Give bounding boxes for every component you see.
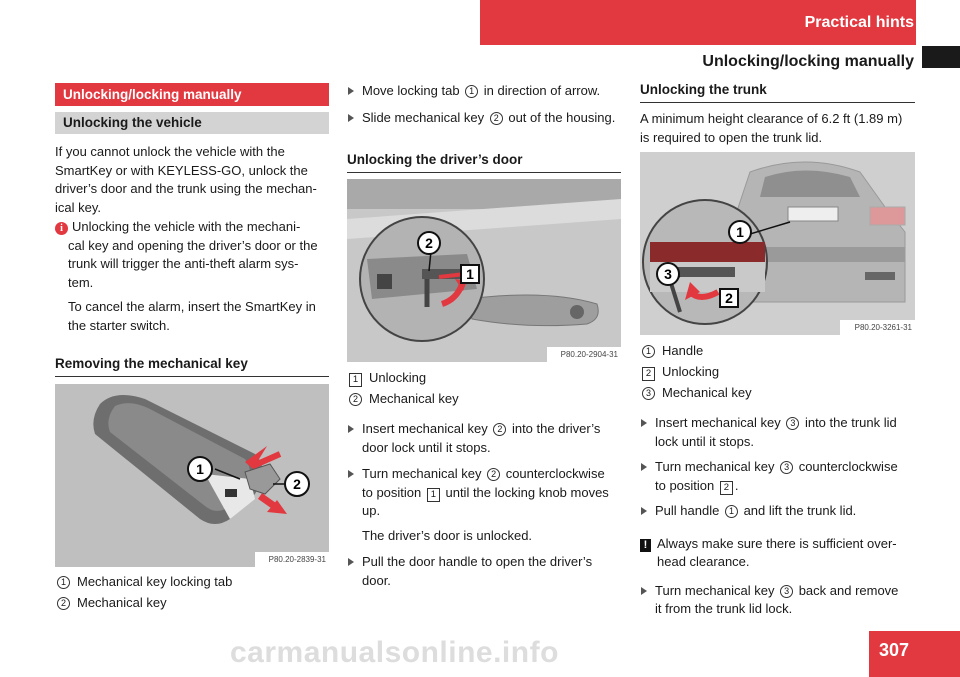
caption-key: 2 bbox=[57, 597, 70, 610]
step-text: until the locking knob moves bbox=[441, 484, 609, 500]
step-text: it from the trunk lid lock. bbox=[655, 601, 793, 616]
warning-note bbox=[640, 535, 925, 572]
caption-list bbox=[55, 571, 335, 613]
smartkey-illustration bbox=[55, 384, 329, 567]
caption-key: 1 bbox=[349, 373, 362, 387]
step-text: . bbox=[734, 477, 739, 493]
trunk-image bbox=[640, 152, 915, 335]
header-section-bar bbox=[480, 0, 916, 45]
ref-number: 1 bbox=[725, 505, 738, 518]
ref-number: 1 bbox=[427, 488, 440, 502]
watermark: carmanualsonline.info bbox=[230, 636, 559, 669]
caption-text: Mechanical key bbox=[369, 391, 459, 406]
caption-list bbox=[347, 367, 627, 409]
warning-line: head clearance. bbox=[657, 554, 750, 569]
step-text: Turn mechanical key bbox=[655, 582, 779, 598]
ref-number: 2 bbox=[720, 481, 733, 495]
caption-key: 3 bbox=[642, 387, 655, 400]
caption-text: Unlocking bbox=[662, 364, 720, 379]
step-text: out of the housing. bbox=[504, 109, 616, 125]
callout-label: 1 bbox=[196, 461, 204, 477]
sub-heading-bar: Unlocking the vehicle bbox=[55, 112, 329, 134]
middle-steps bbox=[347, 420, 627, 590]
step-text: and lift the trunk lid. bbox=[739, 503, 857, 518]
intro-line: SmartKey or with KEYLESS-GO, unlock the bbox=[55, 162, 308, 178]
caption-list bbox=[640, 340, 920, 403]
step-text: Insert mechanical key bbox=[655, 415, 785, 430]
right-steps bbox=[640, 414, 925, 619]
caption-item bbox=[640, 340, 920, 361]
step-item bbox=[640, 502, 925, 521]
callout-label: 1 bbox=[736, 224, 744, 240]
ref-number: 3 bbox=[780, 585, 793, 598]
info-icon: i bbox=[55, 222, 68, 235]
intro-line: ical key. bbox=[55, 199, 101, 215]
caption-item bbox=[640, 382, 920, 403]
intro-paragraph bbox=[55, 143, 335, 217]
callout-label: 1 bbox=[466, 266, 474, 282]
caption-item bbox=[55, 592, 335, 613]
step-text: Move locking tab bbox=[362, 83, 464, 98]
page-number: 307 bbox=[879, 640, 910, 660]
info-note bbox=[55, 218, 335, 335]
step-text: Pull the door handle to open the driver’s bbox=[362, 554, 593, 569]
caption-item bbox=[55, 571, 335, 592]
step-text: Pull handle bbox=[655, 503, 723, 518]
header-marker bbox=[922, 46, 960, 68]
step-text: to position bbox=[655, 477, 718, 493]
heading-removing-key: Removing the mechanical key bbox=[55, 356, 329, 377]
step-text: door lock until it stops. bbox=[362, 439, 491, 455]
step-text: counterclockwise bbox=[502, 466, 605, 481]
step-text: lock until it stops. bbox=[655, 433, 754, 449]
step-text: Turn mechanical key bbox=[655, 459, 779, 474]
info-line: Unlocking the vehicle with the mechani- bbox=[72, 219, 301, 234]
caption-key: 2 bbox=[349, 393, 362, 406]
image-code: P80.20-2839-31 bbox=[268, 555, 326, 564]
info-line: cal key and opening the driver’s door or the bbox=[68, 237, 318, 253]
callout-label: 2 bbox=[425, 235, 433, 251]
step-text: to position bbox=[362, 484, 425, 500]
caption-item bbox=[347, 367, 627, 388]
caption-key: 1 bbox=[57, 576, 70, 589]
step-item bbox=[347, 553, 627, 590]
intro-line: driver’s door and the trunk using the mechan- bbox=[55, 181, 317, 196]
caption-key: 1 bbox=[642, 345, 655, 358]
caption-key: 2 bbox=[642, 367, 655, 381]
step-item bbox=[640, 582, 925, 619]
page-subtitle: Unlocking/locking manually bbox=[702, 53, 914, 70]
info-line: tem. bbox=[68, 274, 94, 290]
step-text: counterclockwise bbox=[795, 459, 898, 474]
step-text: in direction of arrow. bbox=[480, 83, 601, 98]
caption-item bbox=[640, 361, 920, 382]
step-item bbox=[640, 414, 925, 451]
step-text: Slide mechanical key bbox=[362, 109, 488, 125]
step-text: back and remove bbox=[795, 582, 899, 598]
info-line: the starter switch. bbox=[68, 317, 170, 333]
middle-bullets-top bbox=[347, 82, 627, 127]
step-item bbox=[640, 458, 925, 495]
ref-number: 3 bbox=[780, 461, 793, 474]
caption-text: Mechanical key bbox=[77, 595, 167, 610]
callout-label: 2 bbox=[725, 290, 733, 306]
caption-item bbox=[347, 388, 627, 409]
door-lock-image bbox=[347, 179, 621, 362]
caption-text: Mechanical key bbox=[662, 385, 752, 400]
warning-icon: ! bbox=[640, 539, 651, 552]
step-text: into the trunk lid bbox=[801, 415, 897, 430]
callout-label: 3 bbox=[664, 266, 672, 282]
step-item bbox=[347, 420, 627, 457]
door-illustration bbox=[347, 179, 621, 362]
image-code: P80.20-2904-31 bbox=[560, 350, 618, 359]
heading-trunk: Unlocking the trunk bbox=[640, 82, 915, 103]
smartkey-image bbox=[55, 384, 329, 567]
intro-line: is required to open the trunk lid. bbox=[640, 129, 823, 145]
step-item bbox=[347, 465, 627, 545]
intro-line: A minimum height clearance of 6.2 ft (1.89 m) bbox=[640, 111, 903, 126]
section-title: Practical hints bbox=[804, 14, 914, 31]
trunk-intro bbox=[640, 110, 930, 147]
step-text: door. bbox=[362, 572, 391, 588]
step-text: Insert mechanical key bbox=[362, 421, 492, 436]
caption-text: Unlocking bbox=[369, 370, 427, 385]
caption-text: Handle bbox=[662, 343, 704, 358]
ref-number: 2 bbox=[493, 423, 506, 436]
step-text: up. bbox=[362, 503, 381, 518]
info-line: To cancel the alarm, insert the SmartKey in bbox=[68, 299, 316, 314]
ref-number: 1 bbox=[465, 85, 478, 98]
image-code: P80.20-3261-31 bbox=[854, 323, 912, 332]
warning-line: Always make sure there is sufficient over- bbox=[657, 535, 897, 551]
trunk-illustration bbox=[640, 152, 915, 335]
intro-line: If you cannot unlock the vehicle with the bbox=[55, 144, 285, 159]
caption-text: Mechanical key locking tab bbox=[77, 574, 233, 589]
ref-number: 2 bbox=[490, 112, 503, 125]
heading-drivers-door: Unlocking the driver’s door bbox=[347, 152, 621, 173]
callout-label: 2 bbox=[293, 476, 301, 492]
step-result: The driver’s door is unlocked. bbox=[362, 527, 533, 543]
step-text: into the driver’s bbox=[508, 421, 601, 436]
ref-number: 2 bbox=[487, 468, 500, 481]
page-number-box bbox=[869, 631, 960, 677]
ref-number: 3 bbox=[786, 417, 799, 430]
step-item bbox=[347, 109, 627, 128]
section-heading-bar: Unlocking/locking manually bbox=[55, 83, 329, 106]
step-text: Turn mechanical key bbox=[362, 466, 486, 481]
step-item bbox=[347, 82, 627, 101]
info-line: trunk will trigger the anti-theft alarm sys- bbox=[68, 256, 299, 271]
